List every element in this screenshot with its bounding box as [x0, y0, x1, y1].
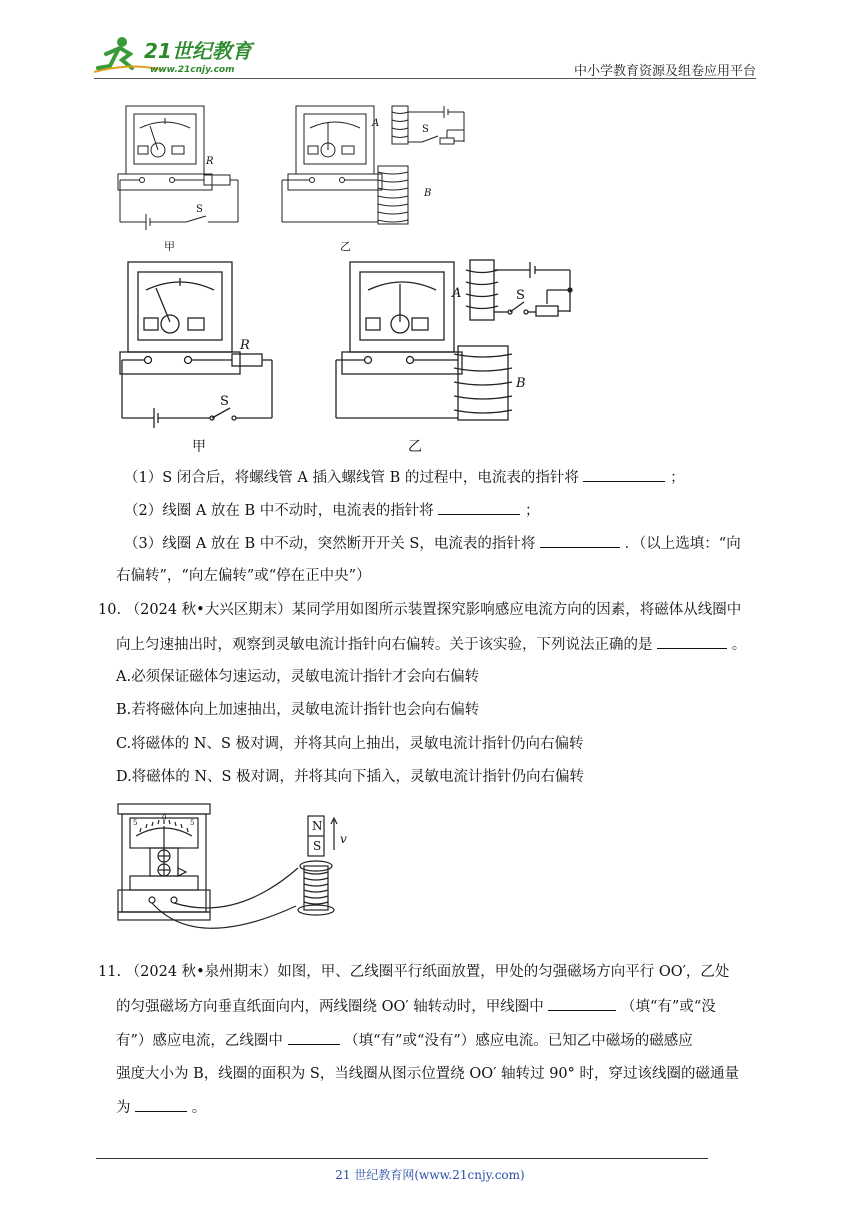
small-label-B: B [424, 188, 432, 199]
q11-stem-5b: 。 [191, 1100, 207, 1116]
q11-stem-2b: （填“有”或“没 [621, 999, 716, 1015]
q9-blank-2[interactable] [438, 500, 520, 515]
q10-number: 10. [98, 602, 122, 618]
q11-line4: 强度大小为 B，线圈的面积为 S，当线圈从图示位置绕 OO′ 轴转过 90° 时，穿过该线圈的磁通量 [116, 1066, 740, 1082]
q9-part3-text: （3）线圈 A 放在 B 中不动，突然断开开关 S，电流表的指针将 [124, 536, 536, 552]
large-caption-yi: 乙 [408, 439, 422, 455]
q11-stem-3b: （填“有”或“没有”）感应电流。已知乙中磁场的磁感应 [344, 1033, 693, 1049]
site-logo [92, 32, 262, 78]
scale-right-label: 5 [190, 819, 195, 827]
q11-line3 [116, 1030, 693, 1051]
q9-part1-end: ； [670, 470, 685, 486]
q10-option-b: B.若将磁体向上加速抽出，灵敏电流计指针也会向右偏转 [116, 702, 480, 718]
q11-stem-1: （2024 秋•泉州期末）如图，甲、乙线圈平行纸面放置，甲处的匀强磁场方向平行 OO′，乙处 [125, 964, 730, 980]
q9-part3-cont: 右偏转”，“向左偏转”或“停在正中央”） [116, 568, 371, 584]
large-circuit-figure [112, 258, 592, 458]
logo-main-text: 21世纪教育 [144, 39, 252, 63]
q11-blank-3[interactable] [135, 1097, 187, 1112]
q10-option-d: D.将磁体的 N、S 极对调，并将其向下插入，灵敏电流计指针仍向右偏转 [116, 769, 585, 785]
large-label-R: R [240, 338, 250, 353]
q11-stem-5a: 为 [116, 1100, 131, 1116]
q9-part2 [124, 500, 540, 521]
q11-blank-2[interactable] [288, 1030, 340, 1045]
q9-blank-1[interactable] [583, 467, 665, 482]
q10-option-a: A.必须保证磁体匀速运动，灵敏电流计指针才会向右偏转 [116, 669, 480, 685]
small-circuit-figure [110, 100, 490, 260]
scale-mid-label: 0 [162, 814, 167, 822]
large-label-B: B [516, 376, 526, 391]
q10-stem-end: 。 [731, 637, 747, 653]
q9-part2-text: （2）线圈 A 放在 B 中不动时，电流表的指针将 [124, 503, 434, 519]
q10-option-c: C.将磁体的 N、S 极对调，并将其向上抽出，灵敏电流计指针仍向右偏转 [116, 736, 584, 752]
small-label-S2: S [422, 124, 429, 135]
q9-part3 [124, 533, 741, 554]
platform-title: 中小学教育资源及组卷应用平台 [573, 64, 756, 79]
small-label-A: A [372, 118, 380, 129]
q10-galvanometer-figure [116, 802, 366, 942]
small-label-R: R [206, 156, 214, 167]
q10-stem-2: 向上匀速抽出时，观察到灵敏电流计指针向右偏转。关于该实验，下列说法正确的是 [116, 637, 653, 653]
logo-sub-text: www.21cnjy.com [150, 65, 235, 75]
q11-stem-2a: 的匀强磁场方向垂直纸面向内，两线圈绕 OO′ 轴转动时，甲线圈中 [116, 999, 544, 1015]
q11-line2 [116, 996, 716, 1017]
large-label-S1: S [220, 394, 229, 409]
q9-part1 [124, 467, 685, 488]
small-caption-yi: 乙 [340, 240, 351, 253]
q9-part3-end: ．（以上选填：“向 [624, 536, 741, 552]
small-label-S1: S [196, 204, 203, 215]
footer-text[interactable]: 21 世纪教育网(www.21cnjy.com) [335, 1168, 525, 1182]
q11-line5 [116, 1097, 206, 1118]
large-label-S2: S [516, 288, 525, 303]
q11-line1 [98, 962, 729, 982]
q11-blank-1[interactable] [548, 996, 616, 1011]
q11-number: 11. [98, 964, 122, 980]
footer-divider [96, 1158, 708, 1159]
velocity-label: v [340, 832, 347, 846]
small-caption-jia: 甲 [164, 240, 175, 253]
q10-blank[interactable] [657, 634, 727, 649]
magnet-s-pole: S [313, 839, 322, 853]
header-divider [94, 78, 756, 79]
large-label-A: A [452, 286, 462, 301]
q10-stem-1: （2024 秋•大兴区期末）某同学用如图所示装置探究影响感应电流方向的因素，将磁体从线圈中 [125, 602, 742, 618]
q9-part1-text: （1）S 闭合后，将螺线管 A 插入螺线管 B 的过程中，电流表的指针将 [124, 470, 579, 486]
q9-part2-end: ； [525, 503, 540, 519]
magnet-n-pole: N [312, 819, 323, 833]
scale-left-label: 5 [133, 819, 138, 827]
q10-line1 [98, 600, 741, 620]
q11-stem-3a: 有”）感应电流，乙线圈中 [116, 1033, 283, 1049]
q10-line2 [116, 634, 746, 655]
q9-blank-3[interactable] [540, 533, 620, 548]
large-caption-jia: 甲 [192, 439, 206, 455]
